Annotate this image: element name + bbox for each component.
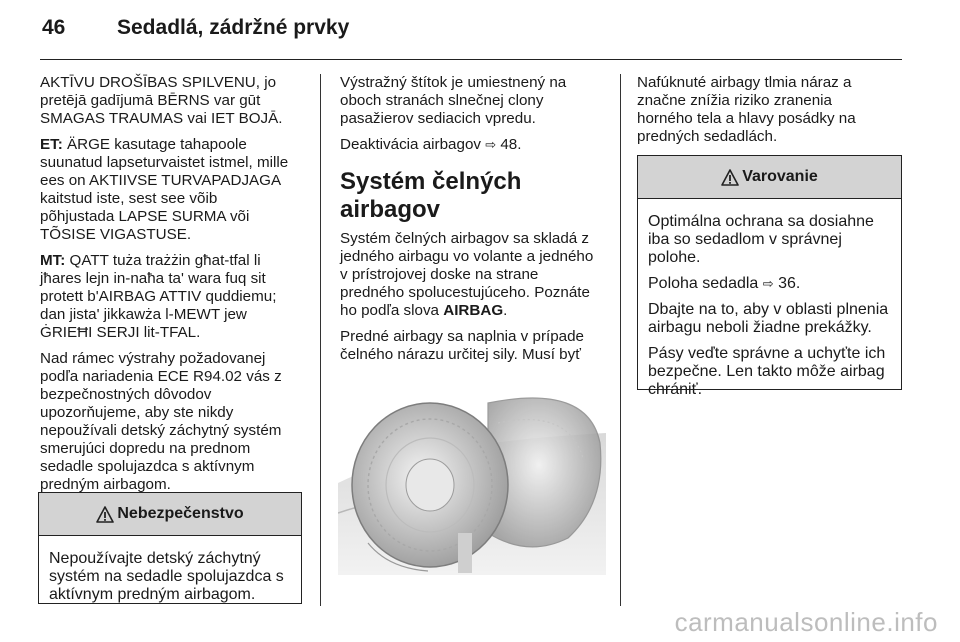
column-divider-1 (320, 74, 321, 606)
watermark: carmanualsonline.info (674, 607, 938, 637)
caution-obstacles-text: Dbajte na to, aby v oblasti plnenia airbagu neboli žiadne prekážky. (648, 301, 889, 336)
page-heading: Sedadlá, zádržné prvky (117, 16, 350, 39)
danger-box-title: Nebezpečenstvo (117, 505, 244, 522)
deactivation-page-ref[interactable]: 48. (500, 136, 522, 153)
page-number: 46 (42, 16, 66, 39)
seat-position-page-ref[interactable]: 36. (778, 275, 801, 292)
caution-box (637, 155, 902, 398)
warning-triangle-icon (96, 506, 114, 523)
column-divider-2 (620, 74, 621, 606)
maltese-label: MT: (40, 252, 66, 269)
maltese-warning (40, 252, 302, 342)
danger-box (38, 492, 302, 604)
caution-seat-position-text: Optimálna ochrana sa dosiahne iba so sedadlom v správnej polohe. (648, 213, 874, 266)
caution-belts-text: Pásy veďte správne a uchyťte ich bezpečne. Len takto môže airbag chrániť. (648, 345, 886, 398)
airbag-benefit-text: Nafúknuté airbagy tlmia náraz a značne znížia riziko zranenia horného tela a hlavy posádky na predných sedadlách. (637, 74, 856, 145)
estonian-label: ET: (40, 136, 63, 153)
page-ref-arrow-icon: ⇨ (485, 137, 497, 152)
deactivation-reference (340, 136, 606, 154)
inflation-condition-text: Predné airbagy sa naplnia v prípade čelného nárazu určitej sily. Musí byť (340, 328, 585, 363)
danger-box-header (39, 493, 301, 536)
column-2 (340, 74, 606, 390)
estonian-warning (40, 136, 302, 244)
airbag-illustration (338, 363, 606, 575)
section-title: Systém čelných airbagov (340, 168, 522, 223)
estonian-text: ÄRGE kasutage tahapoole suunatud lapseturvaistet istmel, mille ees on AKTIIVSE TURVAPADJAGA kaitstud iste, sest see võib põhjustada LAPSE SURMA või TÕSISE VIGASTUSE. (40, 136, 289, 243)
column-3 (637, 74, 903, 154)
caution-box-header (638, 156, 901, 199)
airbag-word: AIRBAG (443, 302, 504, 319)
seat-position-text: Poloha sedadla (648, 275, 763, 292)
maltese-text: QATT tuża trażżin għat-tfal li jħares lejn in-naħa ta' wara fuq sit protett b'AIRBAG ATTIV quddiemu; dan jista' jikkawża l-MEWT jew ĠRIEĦI SERJI lit-TFAL. (40, 252, 277, 341)
seat-position-reference (648, 275, 891, 293)
danger-box-text: Nepoužívajte detský záchytný systém na sedadle spolujazdca s aktívnym predným airbagom. (49, 550, 284, 603)
ece-note: Nad rámec výstrahy požadovanej podľa nariadenia ECE R94.02 vás z bezpečnostných dôvodov upozorňujeme, aby ste nikdy nepoužívali detský záchytný systém smerujúci dopredu na prednom sedadle spolujazdca s aktívnym predným airbagom. (40, 350, 282, 493)
system-description (340, 230, 606, 320)
deactivation-text: Deaktivácia airbagov (340, 136, 486, 153)
latvian-warning-text: AKTĪVU DROŠĪBAS SPILVENU, jo pretējā gadījumā BĒRNS var gūt SMAGAS TRAUMAS vai IET BOJĀ. (40, 74, 283, 127)
warning-triangle-icon (721, 169, 739, 186)
caution-box-title: Varovanie (742, 168, 818, 185)
system-description-end: . (503, 302, 508, 319)
page-ref-arrow-icon: ⇨ (762, 276, 774, 291)
header-rule (40, 59, 902, 60)
system-description-text: Systém čelných airbagov sa skladá z jedného airbagu vo volante a jedného v prístrojovej doske na strane predného spolucestujúceho. Poznáte ho podľa slova (340, 230, 594, 319)
label-location-text: Výstražný štítok je umiestnený na oboch stranách slnečnej clony pasažierov sediacich vpredu. (340, 74, 567, 127)
column-1 (40, 74, 302, 502)
